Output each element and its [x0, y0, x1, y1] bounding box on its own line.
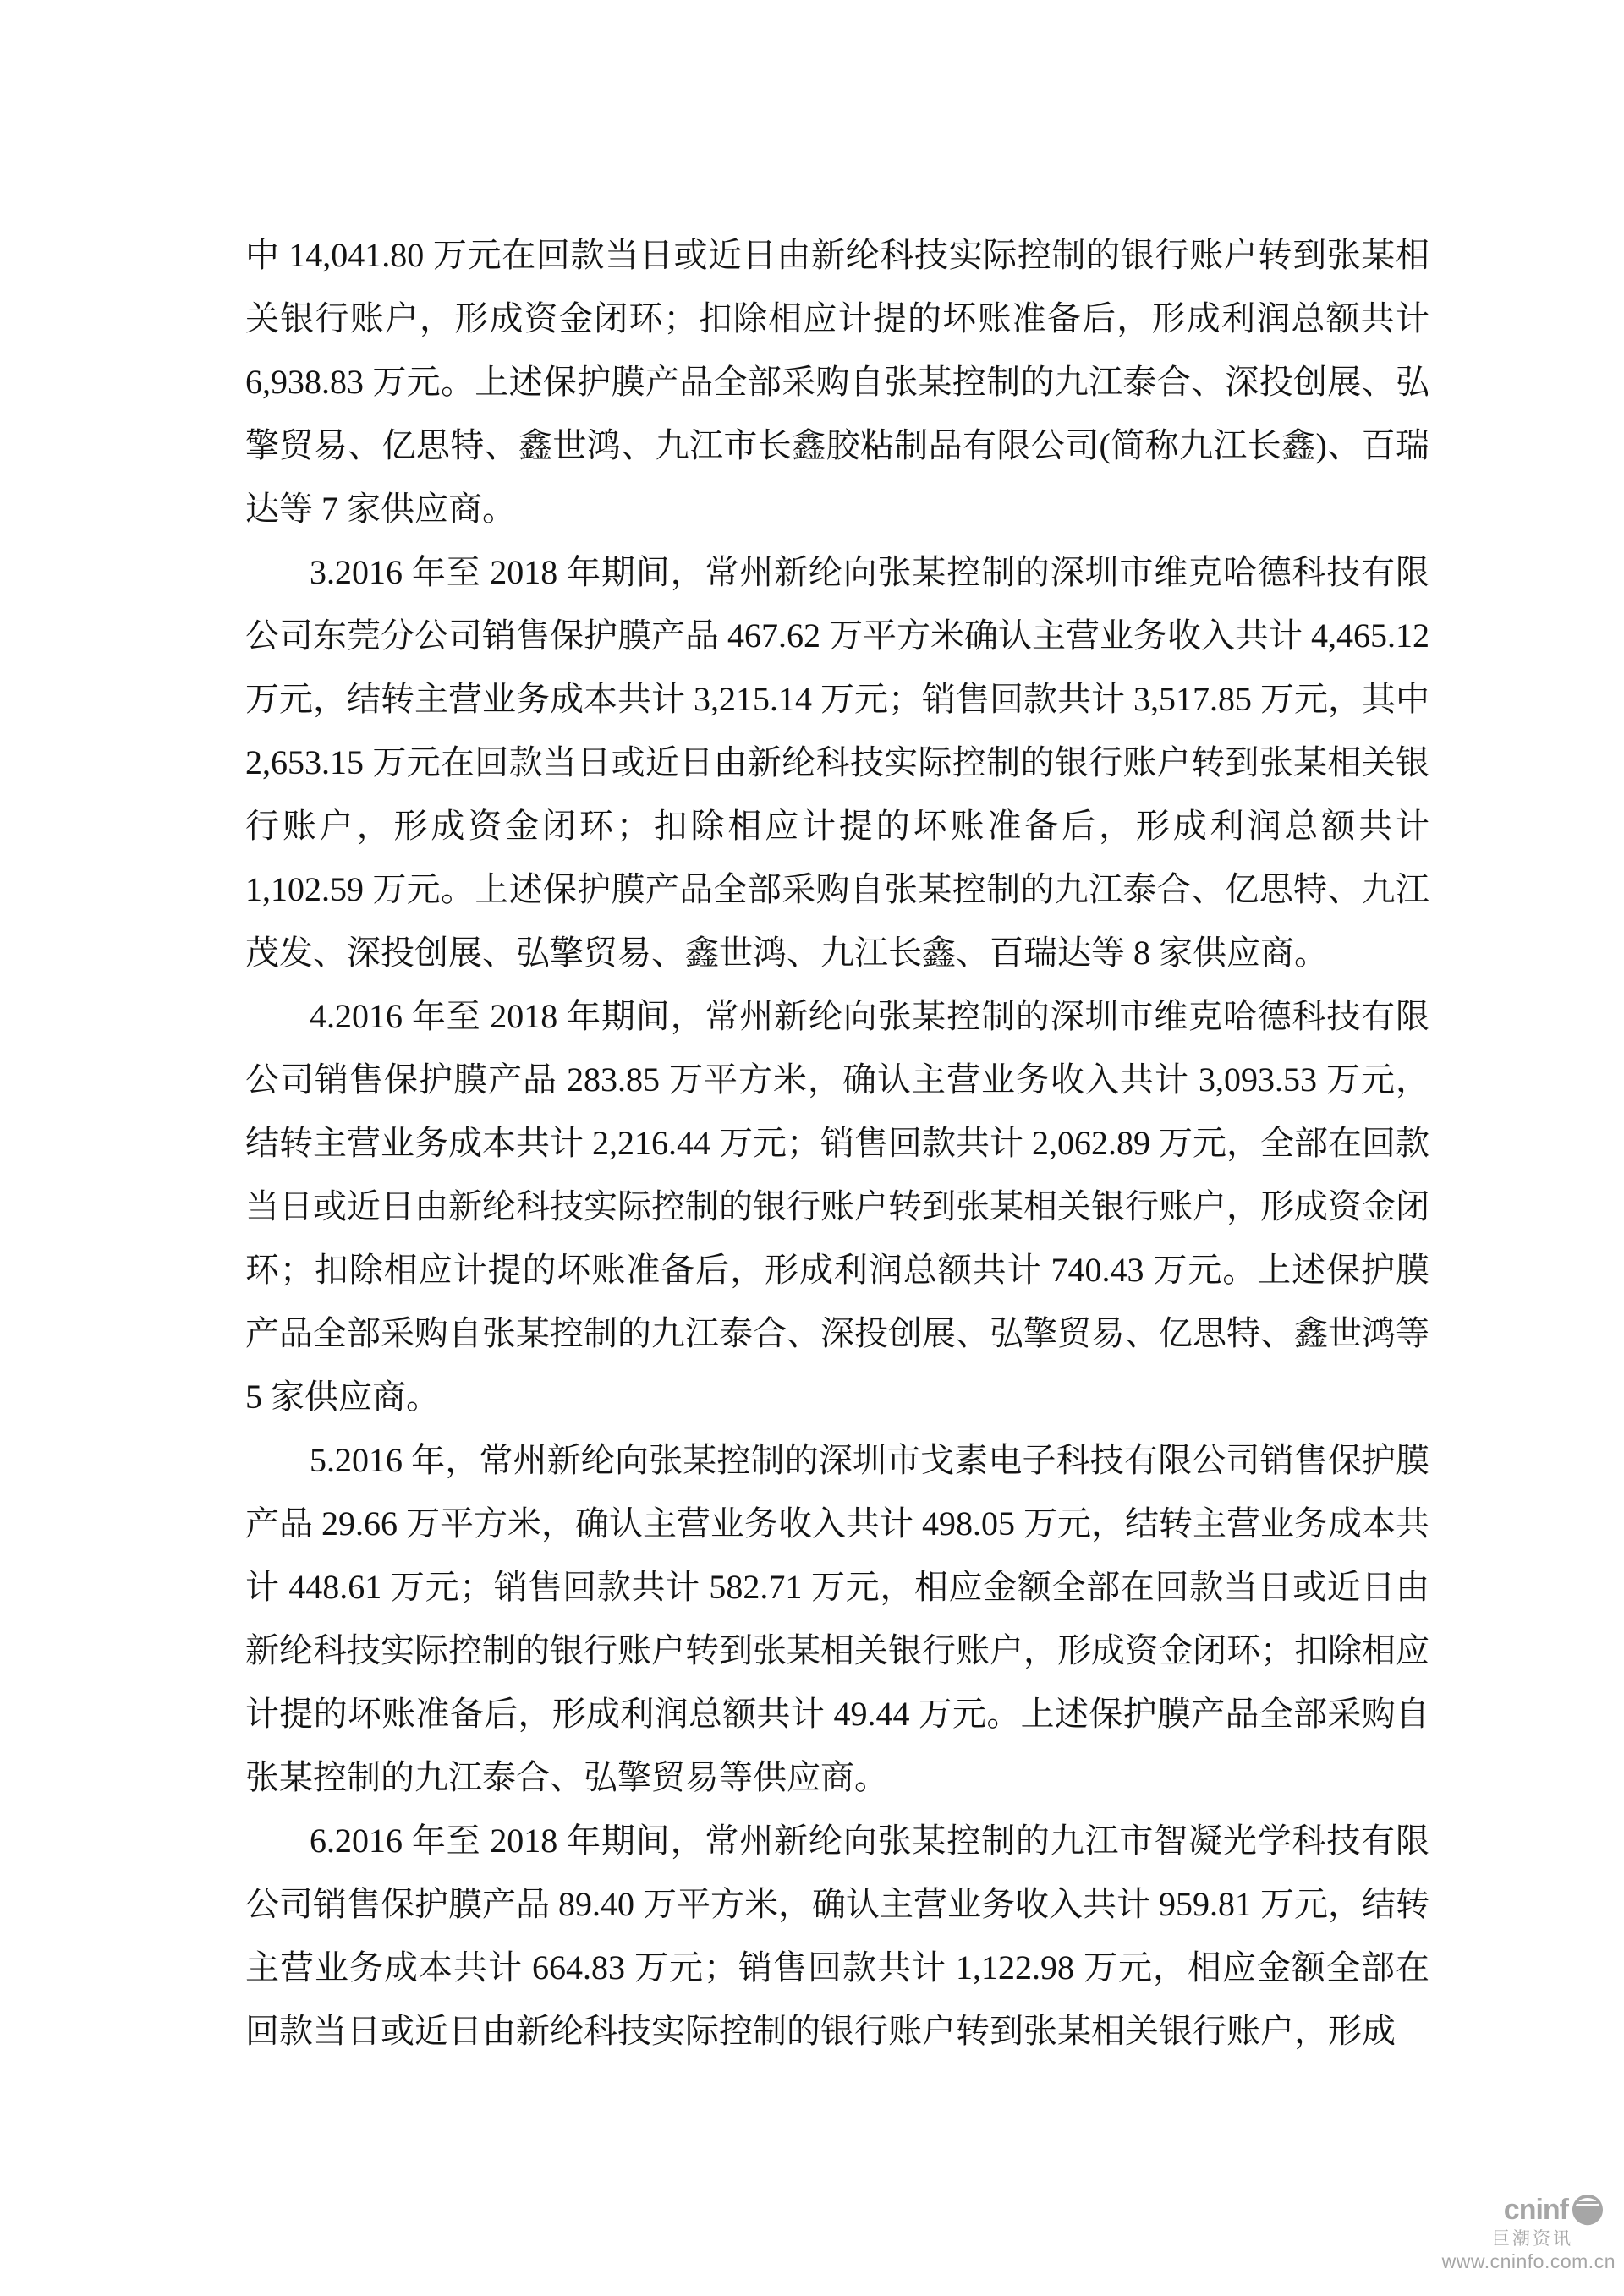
cninfo-logo-row — [1442, 2194, 1604, 2228]
paragraph-continuation: 中 14,041.80 万元在回款当日或近日由新纶科技实际控制的银行账户转到张某相关银行账户，形成资金闭环；扣除相应计提的坏账准备后，形成利润总额共计 6,938.83 万元。上述保护膜产品全部采购自张某控制的九江泰合、深投创展、弘擎贸易、亿思特、鑫世鸿、九江市长鑫胶粘制品有限公司(简称九江长鑫)、百瑞达等 7 家供应商。 — [245, 236, 1429, 528]
globe-swoosh-icon — [1572, 2194, 1604, 2228]
cninfo-logo-chinese: 巨潮资讯 — [1492, 2228, 1573, 2249]
document-body — [245, 223, 1429, 2063]
paragraph-item-5: 5.2016 年，常州新纶向张某控制的深圳市戈素电子科技有限公司销售保护膜产品 29.66 万平方米，确认主营业务收入共计 498.05 万元，结转主营业务成本共计 448.61 万元；销售回款共计 582.71 万元，相应金额全部在回款当日或近日由新纶科技实际控制的银行账户转到张某相关银行账户，形成资金闭环；扣除相应计提的坏账准备后，形成利润总额共计 49.44 万元。上述保护膜产品全部采购自张某控制的九江泰合、弘擎贸易等供应商。 — [245, 1441, 1429, 1796]
paragraph-item-4: 4.2016 年至 2018 年期间，常州新纶向张某控制的深圳市维克哈德科技有限公司销售保护膜产品 283.85 万平方米，确认主营业务收入共计 3,093.53 万元，结转主营业务成本共计 2,216.44 万元；销售回款共计 2,062.89 万元，全部在回款当日或近日由新纶科技实际控制的银行账户转到张某相关银行账户，形成资金闭环；扣除相应计提的坏账准备后，形成利润总额共计 740.43 万元。上述保护膜产品全部采购自张某控制的九江泰合、深投创展、弘擎贸易、亿思特、鑫世鸿等 5 家供应商。 — [245, 997, 1429, 1416]
cninfo-url: www.cninfo.com.cn — [1441, 2249, 1616, 2272]
paragraph-item-6: 6.2016 年至 2018 年期间，常州新纶向张某控制的九江市智凝光学科技有限公司销售保护膜产品 89.40 万平方米，确认主营业务收入共计 959.81 万元，结转主营业务成本共计 664.83 万元；销售回款共计 1,122.98 万元，相应金额全部在回款当日或近日由新纶科技实际控制的银行账户转到张某相关银行账户，形成 — [245, 1822, 1429, 2050]
cninfo-logo-text: cninf — [1503, 2193, 1568, 2226]
cninfo-watermark — [1442, 2194, 1616, 2272]
paragraph-item-3: 3.2016 年至 2018 年期间，常州新纶向张某控制的深圳市维克哈德科技有限公司东莞分公司销售保护膜产品 467.62 万平方米确认主营业务收入共计 4,465.12 万元，结转主营业务成本共计 3,215.14 万元；销售回款共计 3,517.85 万元，其中 2,653.15 万元在回款当日或近日由新纶科技实际控制的银行账户转到张某相关银行账户，形成资金闭环；扣除相应计提的坏账准备后，形成利润总额共计 1,102.59 万元。上述保护膜产品全部采购自张某控制的九江泰合、亿思特、九江茂发、深投创展、弘擎贸易、鑫世鸿、九江长鑫、百瑞达等 8 家供应商。 — [245, 553, 1429, 972]
